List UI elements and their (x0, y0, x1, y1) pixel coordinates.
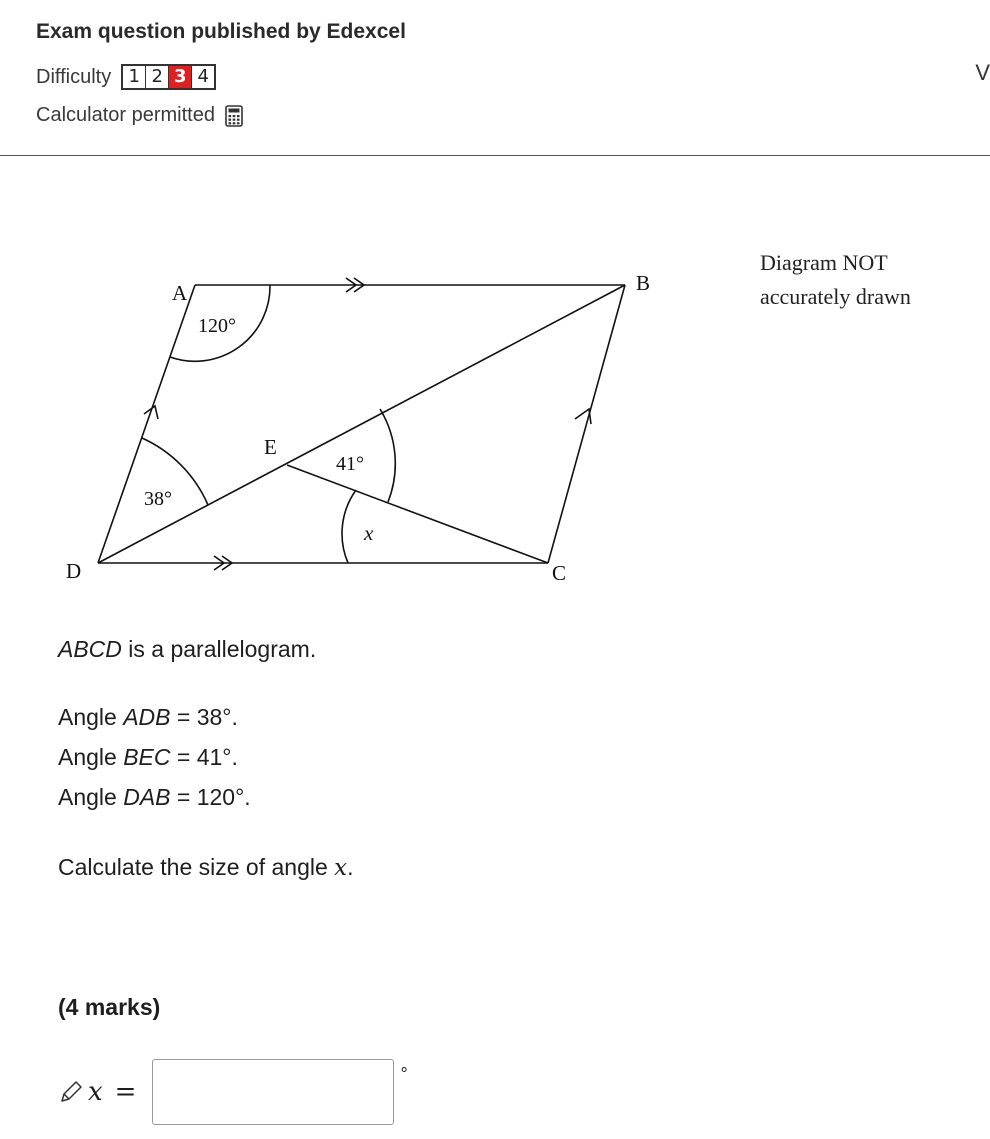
diagram-note-line-2: accurately drawn (760, 284, 911, 309)
fact-angle-value: = 41°. (170, 744, 238, 770)
answer-equals: = (114, 1077, 137, 1107)
fact-angle-dab (58, 784, 251, 811)
parallelogram-diagram (40, 230, 980, 600)
answer-input[interactable] (152, 1059, 394, 1125)
answer-unit: ° (400, 1064, 408, 1084)
fact-prefix: Angle (58, 784, 124, 810)
angle-label-bec: 41° (336, 453, 364, 475)
edge-da (98, 285, 195, 563)
vertex-label-d: D (66, 559, 82, 583)
difficulty-level-4: 4 (197, 66, 209, 87)
marks-label: (4 marks) (58, 994, 161, 1020)
cropped-edge-text: V (975, 60, 990, 85)
arc-angle-bec (380, 409, 395, 502)
pencil-icon (58, 1079, 84, 1105)
prompt-end: . (347, 854, 354, 880)
question-source-title: Exam question published by Edexcel (36, 20, 406, 43)
angle-label-adb: 38° (144, 488, 172, 510)
segment-ec (287, 465, 548, 563)
vertex-label-c: C (552, 561, 567, 585)
difficulty-level-2: 2 (146, 66, 169, 88)
fact-angle-name: DAB (123, 784, 171, 810)
vertex-label-a: A (172, 281, 188, 305)
vertex-label-b: B (636, 271, 651, 295)
shape-description: is a parallelogram. (121, 636, 317, 662)
question-prompt (58, 854, 354, 881)
answer-variable: x (88, 1077, 103, 1107)
fact-prefix: Angle (58, 744, 124, 770)
diagonal-db (98, 285, 625, 563)
calculator-icon (225, 105, 243, 127)
fact-angle-bec (58, 744, 238, 771)
angle-label-dab: 120° (198, 315, 236, 337)
difficulty-scale (121, 64, 216, 90)
vertex-label-e: E (264, 435, 277, 459)
difficulty-indicator (36, 64, 216, 90)
arc-angle-x (342, 490, 356, 563)
fact-angle-name: BEC (123, 744, 171, 770)
angle-label-x: x (364, 521, 374, 545)
answer-row (58, 1058, 408, 1126)
fact-prefix: Angle (58, 704, 124, 730)
statement-parallelogram (58, 636, 316, 663)
prompt-text: Calculate the size of angle (58, 854, 335, 880)
header-divider (0, 155, 990, 156)
calculator-permission (36, 104, 243, 127)
fact-angle-adb (58, 704, 238, 731)
prompt-variable: x (334, 855, 348, 881)
shape-name: ABCD (58, 636, 122, 662)
edge-bc (548, 285, 625, 563)
fact-angle-name: ADB (123, 704, 171, 730)
difficulty-level-3-selected: 3 (169, 66, 192, 88)
difficulty-level-1: 1 (123, 66, 146, 88)
diagram-note-line-1: Diagram NOT (760, 250, 888, 275)
fact-angle-value: = 120°. (170, 784, 251, 810)
calculator-label: Calculator permitted (36, 104, 215, 126)
fact-angle-value: = 38°. (170, 704, 238, 730)
difficulty-label: Difficulty (36, 65, 112, 88)
